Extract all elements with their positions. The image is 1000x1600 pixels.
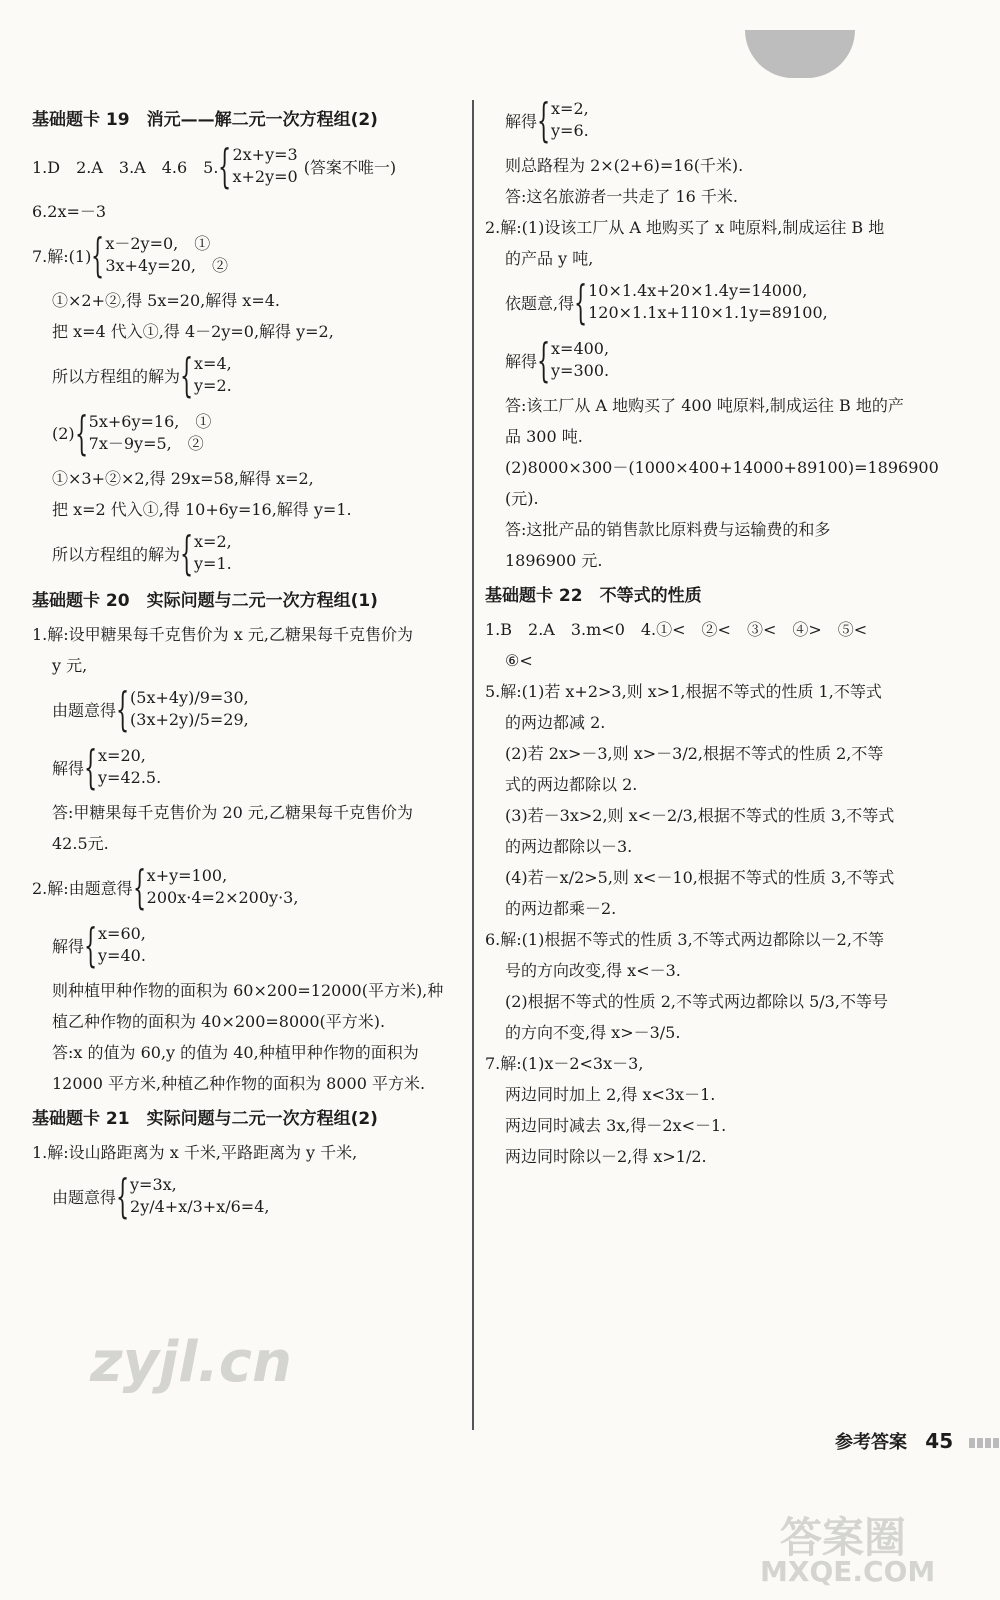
answer-line: 1.解:设甲糖果每千克售价为 x 元,乙糖果每千克售价为 bbox=[32, 625, 413, 644]
answer-line: 品 300 吨. bbox=[505, 427, 583, 446]
footer-label: 参考答案 bbox=[835, 1432, 907, 1453]
system-lead-text: 所以方程组的解为 bbox=[52, 366, 181, 386]
equation-row: x=4, bbox=[194, 354, 232, 373]
equation-row: y=6. bbox=[551, 121, 589, 140]
brace-symbol: { bbox=[132, 860, 146, 914]
right-column bbox=[485, 95, 965, 1177]
equation-system bbox=[485, 333, 965, 387]
answer-line: 两边同时除以－2,得 x>1/2. bbox=[505, 1147, 707, 1166]
answer-note: (答案不唯一) bbox=[303, 157, 397, 177]
brace-symbol: { bbox=[91, 228, 105, 282]
answer-line: 把 x=4 代入①,得 4－2y=0,解得 y=2, bbox=[52, 322, 334, 341]
system-lead-text: (2) bbox=[52, 423, 75, 443]
answer-line: 的两边都减 2. bbox=[505, 713, 606, 732]
equation-system bbox=[485, 93, 965, 147]
equation-system bbox=[32, 348, 462, 402]
answer-line: 答:这名旅游者一共走了 16 千米. bbox=[505, 187, 739, 206]
answer-line: 则种植甲种作物的面积为 60×200=12000(平方米),种 bbox=[52, 981, 444, 1000]
answer-line: (2)8000×300－(1000×400+14000+89100)=1896900 bbox=[505, 458, 939, 477]
system-rows bbox=[130, 1174, 269, 1218]
equation-row: x=2, bbox=[551, 99, 589, 118]
equation-row: 120×1.1x+110×1.1y=89100, bbox=[588, 303, 828, 322]
answer-line: 6.2x=－3 bbox=[32, 202, 107, 221]
answer-line: 的两边都乘－2. bbox=[505, 899, 617, 918]
answer-line: 答:这批产品的销售款比原料费与运输费的和多 bbox=[505, 520, 831, 539]
equation-row: 2y/4+x/3+x/6=4, bbox=[130, 1197, 270, 1216]
answer-line: 1.B 2.A 3.m<0 4.①< ②< ③< ④> ⑤< bbox=[485, 620, 868, 639]
equation-row: x+y=100, bbox=[146, 866, 228, 885]
answer-line: 的两边都除以－3. bbox=[505, 837, 633, 856]
answer-line: 1.解:设山路距离为 x 千米,平路距离为 y 千米, bbox=[32, 1143, 358, 1162]
answer-line: 则总路程为 2×(2+6)=16(千米). bbox=[505, 156, 744, 175]
system-rows bbox=[551, 98, 589, 142]
equation-row: 2x+y=3 bbox=[232, 145, 298, 164]
equation-system bbox=[32, 918, 462, 972]
equation-row: x+2y=0 bbox=[232, 167, 298, 186]
system-lead-text: 解得 bbox=[505, 351, 538, 371]
answer-line: (2)若 2x>－3,则 x>－3/2,根据不等式的性质 2,不等 bbox=[505, 744, 884, 763]
system-rows bbox=[105, 233, 228, 277]
equation-row: 3x+4y=20, ② bbox=[105, 256, 229, 275]
equation-row: x=2, bbox=[194, 532, 232, 551]
section-heading: 基础题卡 20 实际问题与二元一次方程组(1) bbox=[32, 591, 378, 611]
system-lead-text: 2.解:由题意得 bbox=[32, 878, 133, 898]
answer-line: 7.解:(1)x－2<3x－3, bbox=[485, 1054, 644, 1073]
equation-row: y=1. bbox=[194, 554, 232, 573]
page-number: 45 bbox=[925, 1429, 954, 1453]
equation-row: y=42.5. bbox=[98, 768, 162, 787]
equation-row: (3x+2y)/5=29, bbox=[130, 710, 249, 729]
equation-system bbox=[485, 275, 965, 329]
system-lead-text: 7.解:(1) bbox=[32, 246, 92, 266]
equation-system bbox=[32, 526, 462, 580]
answer-line: 5.解:(1)若 x+2>3,则 x>1,根据不等式的性质 1,不等式 bbox=[485, 682, 882, 701]
answer-line: 1896900 元. bbox=[505, 551, 603, 570]
answer-line: ①×2+②,得 5x=20,解得 x=4. bbox=[52, 291, 281, 310]
equation-row: x－2y=0, ① bbox=[105, 234, 211, 253]
brace-symbol: { bbox=[74, 406, 88, 460]
brace-symbol: { bbox=[180, 526, 194, 580]
left-column bbox=[32, 95, 462, 1231]
answer-line: (3)若－3x>2,则 x<－2/3,根据不等式的性质 3,不等式 bbox=[505, 806, 895, 825]
page-footer bbox=[835, 1428, 1000, 1454]
system-lead-text: 1.D 2.A 3.A 4.6 5. bbox=[32, 157, 219, 177]
system-rows bbox=[551, 338, 609, 382]
system-rows bbox=[130, 687, 249, 731]
brace-symbol: { bbox=[218, 139, 232, 193]
system-rows bbox=[89, 411, 212, 455]
answer-line: 两边同时加上 2,得 x<3x－1. bbox=[505, 1085, 716, 1104]
equation-row: y=2. bbox=[194, 376, 232, 395]
equation-row: x=60, bbox=[98, 924, 146, 943]
system-rows bbox=[194, 531, 232, 575]
watermark-daanquan: 答案圈 bbox=[780, 1513, 907, 1562]
answer-line: 2.解:(1)设该工厂从 A 地购买了 x 吨原料,制成运往 B 地 bbox=[485, 218, 885, 237]
system-lead-text: 依题意,得 bbox=[505, 293, 575, 313]
answer-line: (4)若－x/2>5,则 x<－10,根据不等式的性质 3,不等式 bbox=[505, 868, 895, 887]
brace-symbol: { bbox=[116, 682, 130, 736]
brace-symbol: { bbox=[537, 93, 551, 147]
equation-row: 5x+6y=16, ① bbox=[88, 412, 212, 431]
answer-line: 6.解:(1)根据不等式的性质 3,不等式两边都除以－2,不等 bbox=[485, 930, 884, 949]
answer-line: y 元, bbox=[52, 656, 88, 675]
answer-line: (元). bbox=[505, 489, 539, 508]
equation-row: y=3x, bbox=[130, 1175, 177, 1194]
equation-row: 200x·4=2×200y·3, bbox=[146, 888, 299, 907]
watermark-zyjl: zyjl.cn bbox=[90, 1330, 292, 1395]
system-lead-text: 解得 bbox=[505, 111, 538, 131]
equation-row: x=20, bbox=[98, 746, 146, 765]
brace-symbol: { bbox=[84, 918, 98, 972]
answer-line: (2)根据不等式的性质 2,不等式两边都除以 5/3,不等号 bbox=[505, 992, 888, 1011]
system-lead-text: 解得 bbox=[52, 936, 85, 956]
brace-symbol: { bbox=[537, 333, 551, 387]
equation-system bbox=[32, 860, 462, 914]
equation-system bbox=[32, 406, 462, 460]
answer-line: 答:该工厂从 A 地购买了 400 吨原料,制成运往 B 地的产 bbox=[505, 396, 904, 415]
answer-line: 号的方向改变,得 x<－3. bbox=[505, 961, 681, 980]
system-lead-text: 所以方程组的解为 bbox=[52, 544, 181, 564]
answer-line: 的方向不变,得 x>－3/5. bbox=[505, 1023, 681, 1042]
system-rows bbox=[147, 865, 299, 909]
brace-symbol: { bbox=[180, 348, 194, 402]
section-heading: 基础题卡 22 不等式的性质 bbox=[485, 586, 702, 606]
brace-symbol: { bbox=[116, 1169, 130, 1223]
answer-line: 把 x=2 代入①,得 10+6y=16,解得 y=1. bbox=[52, 500, 352, 519]
system-rows bbox=[232, 144, 297, 188]
system-rows bbox=[98, 745, 161, 789]
answer-line: 42.5元. bbox=[52, 834, 109, 853]
equation-system bbox=[32, 740, 462, 794]
answer-line: 12000 平方米,种植乙种作物的面积为 8000 平方米. bbox=[52, 1074, 426, 1093]
watermark-mxqe: MXQE.COM bbox=[760, 1555, 936, 1588]
answer-line: 式的两边都除以 2. bbox=[505, 775, 638, 794]
column-divider bbox=[472, 100, 474, 1430]
equation-system bbox=[32, 228, 462, 282]
equation-row: 7x－9y=5, ② bbox=[88, 434, 204, 453]
answer-line: 答:x 的值为 60,y 的值为 40,种植甲种作物的面积为 bbox=[52, 1043, 419, 1062]
equation-system bbox=[32, 682, 462, 736]
answer-line: ⑥< bbox=[505, 651, 533, 670]
section-heading: 基础题卡 21 实际问题与二元一次方程组(2) bbox=[32, 1109, 378, 1129]
footer-bar-decoration bbox=[969, 1438, 1000, 1448]
corner-decoration bbox=[745, 30, 855, 78]
system-rows bbox=[98, 923, 146, 967]
system-rows bbox=[588, 280, 828, 324]
system-lead-text: 解得 bbox=[52, 758, 85, 778]
answer-line: 的产品 y 吨, bbox=[505, 249, 594, 268]
brace-symbol: { bbox=[84, 740, 98, 794]
answer-line: 植乙种作物的面积为 40×200=8000(平方米). bbox=[52, 1012, 386, 1031]
equation-row: y=40. bbox=[98, 946, 146, 965]
section-heading: 基础题卡 19 消元——解二元一次方程组(2) bbox=[32, 110, 378, 130]
equation-row: x=400, bbox=[551, 339, 610, 358]
system-lead-text: 由题意得 bbox=[52, 1187, 117, 1207]
equation-row: y=300. bbox=[551, 361, 610, 380]
answer-line: 答:甲糖果每千克售价为 20 元,乙糖果每千克售价为 bbox=[52, 803, 414, 822]
equation-system bbox=[32, 139, 462, 193]
equation-row: 10×1.4x+20×1.4y=14000, bbox=[588, 281, 808, 300]
answer-line: 两边同时减去 3x,得－2x<－1. bbox=[505, 1116, 727, 1135]
equation-system bbox=[32, 1169, 462, 1223]
brace-symbol: { bbox=[574, 275, 588, 329]
answer-line: ①×3+②×2,得 29x=58,解得 x=2, bbox=[52, 469, 314, 488]
system-lead-text: 由题意得 bbox=[52, 700, 117, 720]
system-rows bbox=[194, 353, 232, 397]
equation-row: (5x+4y)/9=30, bbox=[130, 688, 249, 707]
